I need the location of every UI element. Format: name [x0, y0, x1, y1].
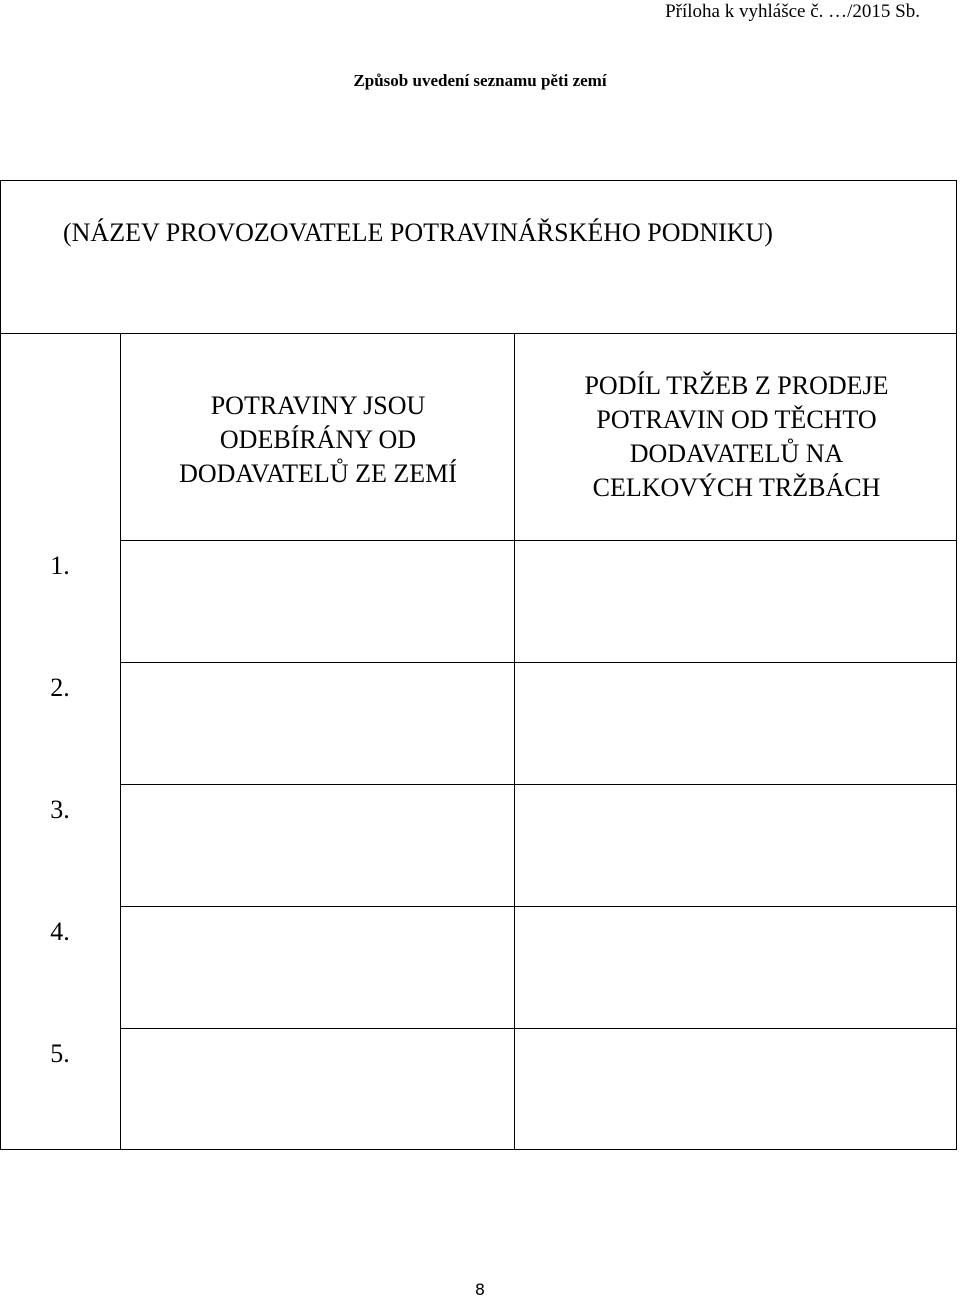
column-header-line: PODÍL TRŽEB Z PRODEJE — [584, 371, 889, 400]
column-header-countries — [122, 389, 514, 491]
page-number: 8 — [474, 1280, 486, 1299]
row-divider-2 — [120, 784, 957, 785]
table-left-border — [0, 333, 1, 1150]
row-divider-1 — [120, 662, 957, 663]
column-header-line: POTRAVINY JSOU — [210, 391, 426, 420]
column-header-line: ODEBÍRÁNY OD — [219, 425, 417, 454]
header-note: Příloha k vyhlášce č. …/2015 Sb. — [665, 1, 920, 22]
column-header-line: DODAVATELŮ NA — [629, 439, 844, 468]
row-divider-3 — [120, 906, 957, 907]
row-number: 1. — [50, 551, 70, 580]
row-divider-4 — [120, 1028, 957, 1029]
column-header-line: DODAVATELŮ ZE ZEMÍ — [179, 459, 457, 488]
column-header-line: POTRAVIN OD TĚCHTO — [596, 405, 877, 434]
document-title: Způsob uvedení seznamu pěti zemí — [353, 71, 607, 90]
table-bottom-border — [0, 1149, 957, 1150]
operator-name-label: (NÁZEV PROVOZOVATELE POTRAVINÁŘSKÉHO PODNIKU) — [63, 218, 773, 247]
row-number: 4. — [50, 917, 70, 946]
operator-name-box — [0, 180, 957, 334]
column-header-line: CELKOVÝCH TRŽBÁCH — [592, 473, 881, 502]
countries-table — [0, 180, 957, 1150]
table-grid — [0, 333, 957, 1150]
row-number: 5. — [50, 1039, 70, 1068]
row-number: 2. — [50, 673, 70, 702]
column-header-revenue-share — [516, 369, 957, 505]
row-number: 3. — [50, 795, 70, 824]
header-row-divider — [120, 540, 957, 541]
